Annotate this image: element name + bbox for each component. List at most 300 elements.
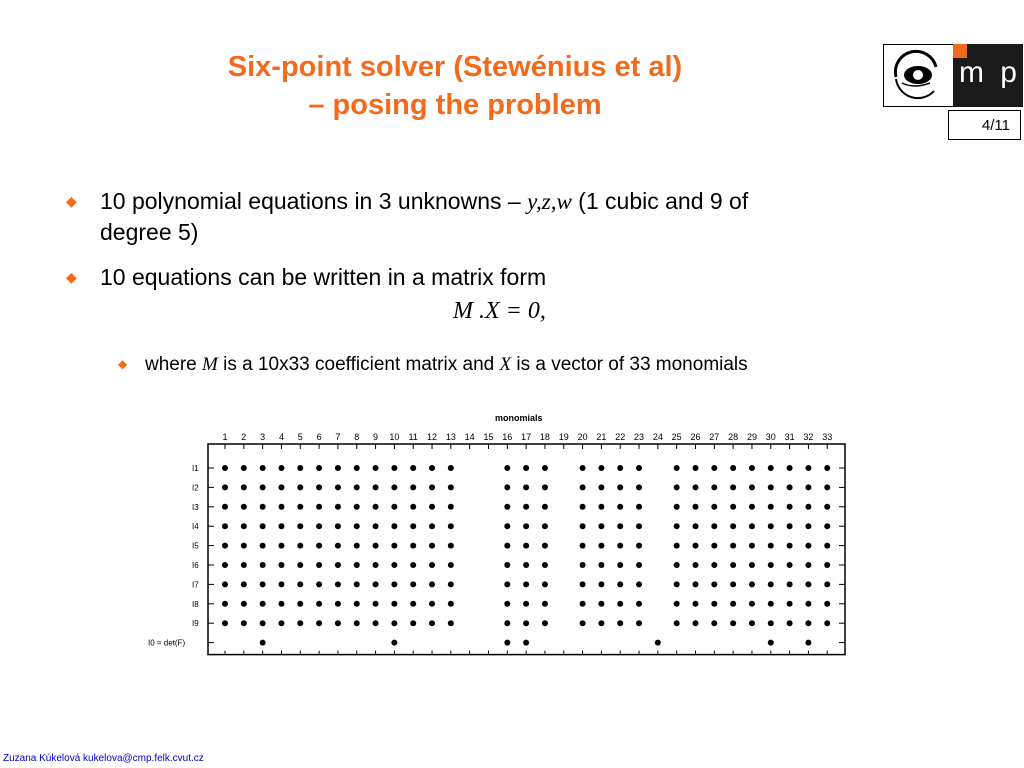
row-label: I6: [192, 561, 199, 570]
matrix-entry-dot: [410, 601, 416, 607]
matrix-entry-dot: [391, 581, 397, 587]
column-label: 26: [690, 432, 701, 442]
matrix-entry-dot: [730, 562, 736, 568]
matrix-entry-dot: [354, 465, 360, 471]
column-label: 3: [260, 432, 266, 442]
matrix-entry-dot: [373, 484, 379, 490]
matrix-entry-dot: [523, 562, 529, 568]
sub-bullet-post: is a vector of 33 monomials: [511, 354, 748, 375]
matrix-entry-dot: [429, 484, 435, 490]
matrix-entry-dot: [580, 523, 586, 529]
matrix-entry-dot: [636, 465, 642, 471]
matrix-entry-dot: [260, 465, 266, 471]
matrix-entry-dot: [241, 504, 247, 510]
matrix-entry-dot: [730, 465, 736, 471]
matrix-entry-dot: [693, 543, 699, 549]
matrix-entry-dot: [373, 523, 379, 529]
matrix-entry-dot: [674, 562, 680, 568]
matrix-entry-dot: [260, 640, 266, 646]
matrix-entry-dot: [373, 620, 379, 626]
matrix-entry-dot: [316, 620, 322, 626]
matrix-entry-dot: [222, 620, 228, 626]
matrix-entry-dot: [768, 465, 774, 471]
matrix-entry-dot: [373, 465, 379, 471]
matrix-entry-dot: [260, 484, 266, 490]
matrix-entry-dot: [636, 543, 642, 549]
matrix-entry-dot: [429, 523, 435, 529]
matrix-entry-dot: [580, 581, 586, 587]
matrix-entry-dot: [410, 484, 416, 490]
matrix-entry-dot: [749, 504, 755, 510]
matrix-entry-dot: [617, 465, 623, 471]
column-label: 33: [822, 432, 833, 442]
matrix-entry-dot: [711, 601, 717, 607]
matrix-entry-dot: [787, 504, 793, 510]
matrix-entry-dot: [391, 620, 397, 626]
matrix-entry-dot: [693, 581, 699, 587]
matrix-entry-dot: [335, 484, 341, 490]
matrix-entry-dot: [617, 620, 623, 626]
matrix-entry-dot: [241, 465, 247, 471]
matrix-entry-dot: [617, 562, 623, 568]
matrix-entry-dot: [241, 543, 247, 549]
matrix-entry-dot: [316, 562, 322, 568]
matrix-entry-dot: [542, 523, 548, 529]
matrix-entry-dot: [787, 581, 793, 587]
matrix-entry-dot: [636, 484, 642, 490]
matrix-entry-dot: [824, 620, 830, 626]
matrix-entry-dot: [410, 562, 416, 568]
matrix-entry-dot: [316, 601, 322, 607]
matrix-entry-dot: [260, 620, 266, 626]
column-label: 10: [389, 432, 400, 442]
matrix-entry-dot: [787, 601, 793, 607]
matrix-entry-dot: [278, 620, 284, 626]
row-label: I3: [192, 502, 199, 512]
matrix-entry-dot: [542, 601, 548, 607]
matrix-entry-dot: [260, 581, 266, 587]
column-label: 32: [803, 432, 814, 442]
matrix-entry-dot: [278, 484, 284, 490]
matrix-entry-dot: [429, 562, 435, 568]
matrix-entry-dot: [410, 581, 416, 587]
column-label: 22: [615, 432, 626, 442]
matrix-entry-dot: [805, 504, 811, 510]
sub-bullet: [145, 352, 748, 378]
matrix-entry-dot: [278, 562, 284, 568]
matrix-entry-dot: [805, 640, 811, 646]
matrix-entry-dot: [241, 620, 247, 626]
matrix-equation: M .X = 0,: [453, 298, 546, 324]
row-label: I5: [192, 541, 199, 551]
matrix-entry-dot: [335, 504, 341, 510]
matrix-entry-dot: [711, 484, 717, 490]
matrix-entry-dot: [617, 601, 623, 607]
matrix-entry-dot: [768, 523, 774, 529]
bullet-diamond-icon: ◆: [66, 269, 77, 285]
matrix-entry-dot: [316, 504, 322, 510]
column-label: 15: [483, 432, 494, 442]
matrix-entry-dot: [297, 620, 303, 626]
bullet-2: 10 equations can be written in a matrix form: [100, 264, 547, 290]
matrix-entry-dot: [297, 543, 303, 549]
matrix-entry-dot: [335, 581, 341, 587]
matrix-entry-dot: [617, 523, 623, 529]
matrix-entry-dot: [410, 504, 416, 510]
footer-author[interactable]: Zuzana Kúkelová kukelova@cmp.felk.cvut.cz: [3, 753, 204, 764]
matrix-entry-dot: [824, 543, 830, 549]
logo-text: m p: [958, 56, 1021, 89]
matrix-entry-dot: [768, 543, 774, 549]
matrix-entry-dot: [297, 504, 303, 510]
matrix-entry-dot: [711, 562, 717, 568]
matrix-entry-dot: [730, 620, 736, 626]
matrix-entry-dot: [316, 523, 322, 529]
matrix-entry-dot: [316, 581, 322, 587]
matrix-entry-dot: [674, 484, 680, 490]
matrix-entry-dot: [297, 484, 303, 490]
matrix-entry-dot: [373, 504, 379, 510]
matrix-entry-dot: [222, 465, 228, 471]
slide-title: [130, 48, 780, 124]
bullet-diamond-icon: ◆: [66, 193, 77, 209]
matrix-entry-dot: [410, 523, 416, 529]
matrix-entry-dot: [241, 601, 247, 607]
matrix-entry-dot: [711, 620, 717, 626]
row-label: I8: [192, 599, 199, 609]
matrix-entry-dot: [598, 465, 604, 471]
column-label: 25: [671, 432, 682, 442]
bullet-1-math: y,z,w: [527, 189, 572, 214]
matrix-entry-dot: [749, 543, 755, 549]
matrix-entry-dot: [335, 562, 341, 568]
matrix-entry-dot: [674, 620, 680, 626]
matrix-entry-dot: [636, 601, 642, 607]
matrix-entry-dot: [805, 543, 811, 549]
matrix-entry-dot: [241, 484, 247, 490]
column-label: 2: [241, 432, 247, 442]
column-label: 8: [354, 432, 360, 442]
matrix-entry-dot: [504, 543, 510, 549]
matrix-entry-dot: [636, 504, 642, 510]
bullet-1: [100, 186, 748, 247]
matrix-entry-dot: [787, 465, 793, 471]
matrix-entry-dot: [730, 601, 736, 607]
column-label: 11: [408, 432, 418, 442]
matrix-entry-dot: [354, 601, 360, 607]
matrix-entry-dot: [805, 465, 811, 471]
column-label: 20: [577, 432, 588, 442]
matrix-entry-dot: [598, 620, 604, 626]
column-label: 7: [335, 432, 341, 442]
column-label: 23: [634, 432, 645, 442]
column-label: 4: [278, 432, 284, 442]
matrix-entry-dot: [523, 543, 529, 549]
matrix-entry-dot: [523, 601, 529, 607]
matrix-entry-dot: [278, 543, 284, 549]
matrix-entry-dot: [693, 601, 699, 607]
matrix-entry-dot: [580, 465, 586, 471]
matrix-entry-dot: [674, 465, 680, 471]
matrix-entry-dot: [241, 562, 247, 568]
matrix-entry-dot: [391, 640, 397, 646]
matrix-entry-dot: [787, 562, 793, 568]
matrix-entry-dot: [391, 601, 397, 607]
row-label: I9: [192, 619, 199, 629]
matrix-entry-dot: [580, 543, 586, 549]
matrix-entry-dot: [805, 562, 811, 568]
matrix-entry-dot: [617, 581, 623, 587]
column-label: 13: [445, 432, 456, 442]
matrix-entry-dot: [260, 543, 266, 549]
row-label: I4: [192, 522, 199, 532]
matrix-entry-dot: [711, 465, 717, 471]
eye-logo-icon: [884, 45, 954, 106]
matrix-entry-dot: [504, 465, 510, 471]
matrix-entry-dot: [674, 543, 680, 549]
matrix-entry-dot: [504, 504, 510, 510]
matrix-entry-dot: [617, 504, 623, 510]
matrix-entry-dot: [542, 581, 548, 587]
matrix-entry-dot: [768, 484, 774, 490]
matrix-entry-dot: [373, 581, 379, 587]
matrix-entry-dot: [354, 581, 360, 587]
column-label: 27: [709, 432, 720, 442]
matrix-entry-dot: [260, 562, 266, 568]
matrix-entry-dot: [297, 601, 303, 607]
matrix-entry-dot: [711, 543, 717, 549]
sub-bullet-m: M: [202, 354, 218, 375]
matrix-entry-dot: [391, 465, 397, 471]
matrix-entry-dot: [805, 581, 811, 587]
column-label: 18: [539, 432, 550, 442]
matrix-entry-dot: [787, 543, 793, 549]
matrix-entry-dot: [824, 601, 830, 607]
matrix-entry-dot: [749, 465, 755, 471]
bullet-1-pre: 10 polynomial equations in 3 unknowns –: [100, 188, 528, 214]
matrix-entry-dot: [504, 562, 510, 568]
matrix-entry-dot: [805, 484, 811, 490]
row-label: I7: [192, 580, 199, 590]
matrix-entry-dot: [429, 465, 435, 471]
column-label: 31: [784, 432, 795, 442]
matrix-entry-dot: [391, 543, 397, 549]
column-label: 17: [521, 432, 532, 442]
column-label: 12: [427, 432, 438, 442]
matrix-entry-dot: [711, 581, 717, 587]
matrix-entry-dot: [711, 504, 717, 510]
matrix-entry-dot: [655, 640, 661, 646]
matrix-entry-dot: [504, 484, 510, 490]
matrix-entry-dot: [335, 543, 341, 549]
matrix-entry-dot: [730, 523, 736, 529]
matrix-entry-dot: [768, 504, 774, 510]
matrix-entry-dot: [598, 504, 604, 510]
matrix-entry-dot: [297, 465, 303, 471]
matrix-entry-dot: [241, 523, 247, 529]
matrix-entry-dot: [693, 504, 699, 510]
matrix-entry-dot: [523, 504, 529, 510]
column-label: 30: [765, 432, 776, 442]
matrix-entry-dot: [768, 562, 774, 568]
matrix-entry-dot: [523, 581, 529, 587]
matrix-entry-dot: [429, 543, 435, 549]
matrix-entry-dot: [598, 543, 604, 549]
matrix-entry-dot: [297, 523, 303, 529]
matrix-entry-dot: [580, 601, 586, 607]
matrix-entry-dot: [373, 601, 379, 607]
matrix-entry-dot: [542, 620, 548, 626]
matrix-entry-dot: [278, 581, 284, 587]
matrix-entry-dot: [297, 562, 303, 568]
matrix-entry-dot: [335, 620, 341, 626]
column-label: 1: [222, 432, 228, 442]
matrix-entry-dot: [749, 581, 755, 587]
matrix-entry-dot: [222, 601, 228, 607]
matrix-entry-dot: [730, 504, 736, 510]
matrix-entry-dot: [260, 601, 266, 607]
matrix-entry-dot: [824, 562, 830, 568]
matrix-entry-dot: [354, 484, 360, 490]
matrix-entry-dot: [805, 620, 811, 626]
column-label: 24: [652, 432, 663, 442]
matrix-entry-dot: [523, 620, 529, 626]
matrix-entry-dot: [410, 543, 416, 549]
matrix-entry-dot: [222, 523, 228, 529]
matrix-entry-dot: [448, 601, 454, 607]
matrix-entry-dot: [768, 620, 774, 626]
matrix-entry-dot: [391, 484, 397, 490]
matrix-entry-dot: [580, 620, 586, 626]
matrix-entry-dot: [354, 523, 360, 529]
matrix-entry-dot: [448, 523, 454, 529]
matrix-entry-dot: [730, 581, 736, 587]
matrix-entry-dot: [636, 562, 642, 568]
matrix-entry-dot: [805, 601, 811, 607]
matrix-entry-dot: [448, 543, 454, 549]
matrix-entry-dot: [448, 504, 454, 510]
sub-bullet-diamond-icon: ◆: [118, 357, 128, 371]
matrix-entry-dot: [542, 504, 548, 510]
matrix-entry-dot: [429, 504, 435, 510]
matrix-entry-dot: [542, 543, 548, 549]
matrix-entry-dot: [448, 484, 454, 490]
matrix-entry-dot: [523, 523, 529, 529]
column-label: 6: [316, 432, 322, 442]
matrix-entry-dot: [693, 562, 699, 568]
matrix-entry-dot: [241, 581, 247, 587]
matrix-entry-dot: [542, 562, 548, 568]
matrix-entry-dot: [824, 523, 830, 529]
matrix-entry-dot: [448, 465, 454, 471]
matrix-entry-dot: [787, 620, 793, 626]
matrix-entry-dot: [598, 523, 604, 529]
matrix-entry-dot: [316, 543, 322, 549]
cmp-logo: [883, 44, 1023, 107]
matrix-entry-dot: [693, 523, 699, 529]
matrix-entry-dot: [711, 523, 717, 529]
matrix-entry-dot: [222, 581, 228, 587]
matrix-entry-dot: [636, 620, 642, 626]
matrix-entry-dot: [391, 504, 397, 510]
row-label: I0 = det(F): [148, 638, 186, 648]
row-label: I2: [192, 483, 199, 493]
matrix-entry-dot: [787, 523, 793, 529]
matrix-entry-dot: [598, 581, 604, 587]
column-label: 19: [558, 432, 569, 442]
matrix-entry-dot: [504, 601, 510, 607]
matrix-entry-dot: [749, 562, 755, 568]
column-label: 9: [373, 432, 379, 442]
matrix-entry-dot: [222, 484, 228, 490]
matrix-entry-dot: [542, 465, 548, 471]
matrix-entry-dot: [730, 543, 736, 549]
matrix-entry-dot: [749, 484, 755, 490]
matrix-entry-dot: [598, 601, 604, 607]
matrix-entry-dot: [410, 620, 416, 626]
matrix-entry-dot: [693, 484, 699, 490]
matrix-entry-dot: [504, 523, 510, 529]
column-label: 14: [464, 432, 475, 442]
column-label: 28: [728, 432, 739, 442]
matrix-entry-dot: [523, 465, 529, 471]
matrix-entry-dot: [335, 601, 341, 607]
matrix-entry-dot: [674, 601, 680, 607]
coefficient-matrix-figure: [148, 428, 850, 648]
matrix-entry-dot: [805, 523, 811, 529]
matrix-entry-dot: [636, 581, 642, 587]
matrix-entry-dot: [354, 620, 360, 626]
matrix-entry-dot: [824, 504, 830, 510]
matrix-entry-dot: [354, 543, 360, 549]
matrix-entry-dot: [316, 465, 322, 471]
matrix-entry-dot: [636, 523, 642, 529]
matrix-entry-dot: [316, 484, 322, 490]
sub-bullet-mid: is a 10x33 coefficient matrix and: [217, 354, 500, 375]
matrix-entry-dot: [768, 581, 774, 587]
matrix-entry-dot: [448, 562, 454, 568]
page-number: 4/11: [948, 110, 1021, 140]
matrix-entry-dot: [260, 504, 266, 510]
matrix-entry-dot: [222, 543, 228, 549]
matrix-entry-dot: [391, 562, 397, 568]
matrix-entry-dot: [448, 581, 454, 587]
bullet-1-post: (1 cubic and 9 of: [571, 188, 749, 214]
matrix-entry-dot: [391, 523, 397, 529]
matrix-entry-dot: [335, 523, 341, 529]
matrix-entry-dot: [278, 601, 284, 607]
matrix-entry-dot: [373, 562, 379, 568]
matrix-entry-dot: [598, 562, 604, 568]
title-line-1: Six-point solver (Stewénius et al): [227, 51, 683, 83]
matrix-entry-dot: [278, 504, 284, 510]
matrix-entry-dot: [542, 484, 548, 490]
logo-eye-box: [883, 44, 955, 107]
matrix-entry-dot: [354, 504, 360, 510]
sub-bullet-pre: where: [145, 354, 203, 375]
matrix-entry-dot: [617, 543, 623, 549]
matrix-entry-dot: [504, 581, 510, 587]
matrix-entry-dot: [693, 465, 699, 471]
matrix-entry-dot: [448, 620, 454, 626]
matrix-entry-dot: [335, 465, 341, 471]
matrix-entry-dot: [580, 504, 586, 510]
matrix-entry-dot: [824, 581, 830, 587]
matrix-entry-dot: [429, 581, 435, 587]
matrix-entry-dot: [749, 523, 755, 529]
matrix-entry-dot: [787, 484, 793, 490]
matrix-entry-dot: [730, 484, 736, 490]
